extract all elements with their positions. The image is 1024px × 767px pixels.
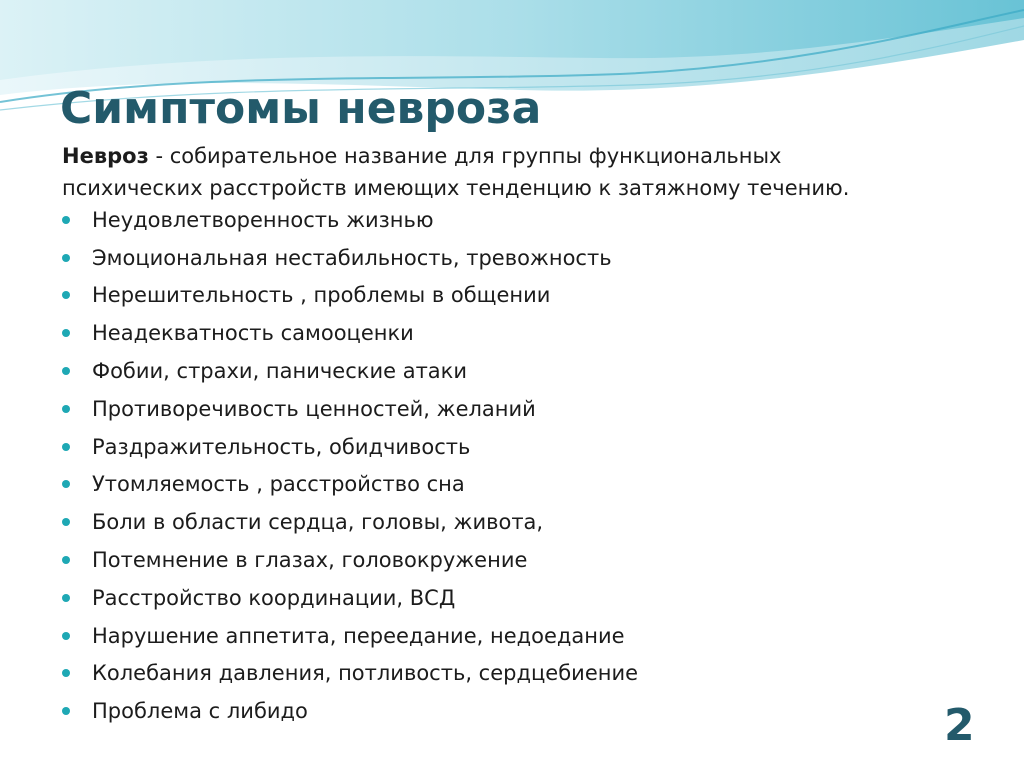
- list-item-text: Нарушение аппетита, переедание, недоедание: [92, 623, 625, 648]
- list-item: [62, 352, 922, 390]
- bullet-dot-icon: [62, 367, 70, 375]
- list-item-text: Раздражительность, обидчивость: [92, 434, 471, 459]
- list-item: [62, 503, 922, 541]
- list-item-text: Эмоциональная нестабильность, тревожность: [92, 245, 612, 270]
- bullet-dot-icon: [62, 518, 70, 526]
- list-item: [62, 239, 922, 277]
- intro-term: Невроз: [62, 144, 149, 168]
- intro-paragraph: [62, 140, 962, 204]
- list-item: [62, 314, 922, 352]
- list-item-text: Колебания давления, потливость, сердцебиение: [92, 661, 639, 686]
- bullet-dot-icon: [62, 480, 70, 488]
- symptom-list: [62, 201, 922, 730]
- bullet-dot-icon: [62, 254, 70, 262]
- bullet-dot-icon: [62, 405, 70, 413]
- list-item: [62, 201, 922, 239]
- bullet-dot-icon: [62, 707, 70, 715]
- list-item-text: Проблема с либидо: [92, 699, 308, 724]
- list-item-text: Нерешительность , проблемы в общении: [92, 283, 551, 308]
- bullet-dot-icon: [62, 443, 70, 451]
- list-item: [62, 277, 922, 315]
- list-item-text: Неудовлетворенность жизнью: [92, 207, 434, 232]
- list-item-text: Фобии, страхи, панические атаки: [92, 359, 468, 384]
- list-item: [62, 428, 922, 466]
- intro-line-2: психических расстройств имеющих тенденцию к затяжному течению.: [62, 176, 850, 200]
- list-item-text: Боли в области сердца, головы, живота,: [92, 510, 544, 535]
- intro-line-1: - собирательное название для группы функциональных: [148, 144, 782, 168]
- bullet-dot-icon: [62, 632, 70, 640]
- list-item: [62, 541, 922, 579]
- slide-title: Симптомы невроза: [60, 83, 542, 134]
- page-number: 2: [944, 700, 975, 751]
- list-item-text: Неадекватность самооценки: [92, 321, 414, 346]
- list-item: [62, 617, 922, 655]
- bullet-dot-icon: [62, 329, 70, 337]
- list-item: [62, 390, 922, 428]
- bullet-dot-icon: [62, 556, 70, 564]
- list-item-text: Потемнение в глазах, головокружение: [92, 548, 528, 573]
- list-item: [62, 692, 922, 730]
- list-item-text: Расстройство координации, ВСД: [92, 585, 456, 610]
- bullet-dot-icon: [62, 594, 70, 602]
- bullet-dot-icon: [62, 669, 70, 677]
- list-item-text: Противоречивость ценностей, желаний: [92, 396, 536, 421]
- bullet-dot-icon: [62, 216, 70, 224]
- bullet-dot-icon: [62, 291, 70, 299]
- list-item-text: Утомляемость , расстройство сна: [92, 472, 465, 497]
- list-item: [62, 579, 922, 617]
- list-item: [62, 655, 922, 693]
- list-item: [62, 466, 922, 504]
